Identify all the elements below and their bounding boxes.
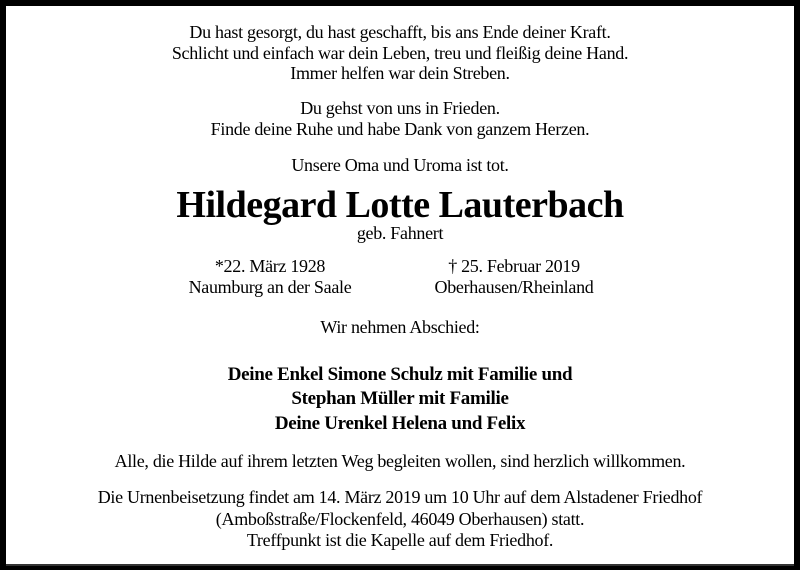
verse-line: Du gehst von uns in Frieden. bbox=[300, 98, 500, 118]
verse-line: Schlicht und einfach war dein Leben, treu und fleißig deine Hand. bbox=[171, 43, 629, 63]
death-place: Oberhausen/Rheinland bbox=[434, 277, 594, 297]
birth-info bbox=[140, 256, 400, 298]
burial-line: (Amboßstraße/Flockenfeld, 46049 Oberhausen) statt. bbox=[215, 509, 585, 529]
mourner-line: Stephan Müller mit Familie bbox=[291, 388, 509, 409]
birth-place: Naumburg an der Saale bbox=[188, 277, 352, 297]
invitation-text: Alle, die Hilde auf ihrem letzten Weg begleiten wollen, sind herzlich willkommen. bbox=[114, 451, 686, 471]
verse-line: Immer helfen war dein Streben. bbox=[290, 63, 510, 83]
mourner-line: Deine Enkel Simone Schulz mit Familie und bbox=[227, 364, 573, 385]
burial-line: Die Urnenbeisetzung findet am 14. März 2019 um 10 Uhr auf dem Alstadener Friedhof bbox=[97, 487, 703, 507]
death-date: † 25. Februar 2019 bbox=[448, 256, 580, 276]
birth-date: *22. März 1928 bbox=[214, 256, 326, 276]
verse-line: Du hast gesorgt, du hast geschafft, bis ans Ende deiner Kraft. bbox=[189, 22, 611, 42]
verse-line: Finde deine Ruhe und habe Dank von ganzem Herzen. bbox=[210, 119, 590, 139]
mourner-line: Deine Urenkel Helena und Felix bbox=[274, 413, 526, 434]
intro-text: Unsere Oma und Uroma ist tot. bbox=[291, 155, 509, 175]
death-info bbox=[384, 256, 644, 298]
maiden-name: geb. Fahnert bbox=[356, 223, 444, 243]
burial-line: Treffpunkt ist die Kapelle auf dem Friedhof. bbox=[246, 530, 554, 550]
deceased-name: Hildegard Lotte Lauterbach bbox=[176, 184, 624, 226]
farewell-text: Wir nehmen Abschied: bbox=[320, 317, 480, 337]
